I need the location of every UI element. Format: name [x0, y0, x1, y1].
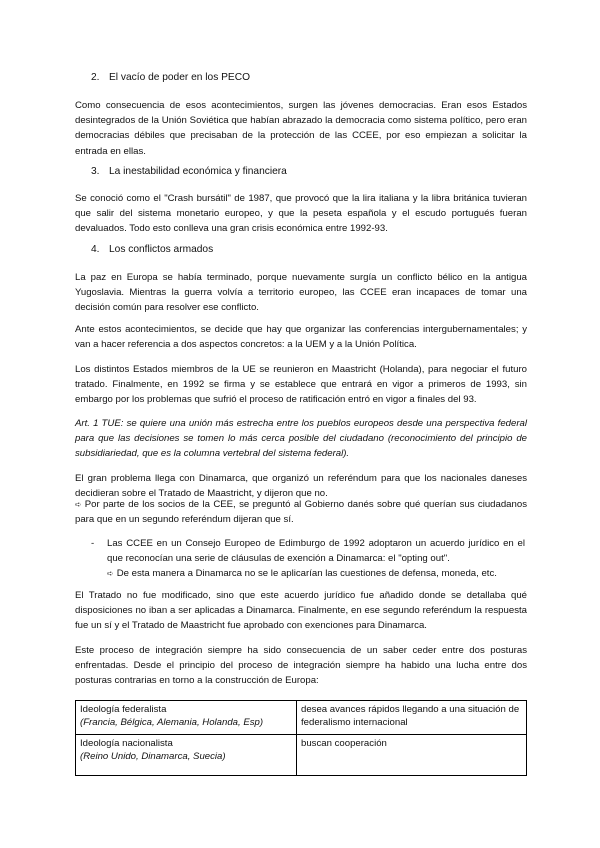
paragraph-socios-text: Por parte de los socios de la CEE, se preguntó al Gobierno danés sobre qué querían sus ciudadanos para que en un segundo referéndum dijeran que sí. [75, 499, 527, 526]
table-row [76, 701, 527, 735]
section-heading [91, 71, 250, 85]
ideology-label: Ideología federalista [80, 704, 167, 715]
section-number: 4. [91, 244, 100, 255]
ideology-countries: (Francia, Bélgica, Alemania, Holanda, Esp) [80, 716, 264, 728]
table-cell-description: buscan cooperación [297, 735, 527, 776]
list-subitem [107, 566, 525, 581]
ideology-label: Ideología nacionalista [80, 738, 173, 750]
paragraph-socios [75, 497, 527, 527]
list-subitem-text: De esta manera a Dinamarca no se le aplicarían las cuestiones de defensa, moneda, etc. [116, 568, 497, 579]
section-title: Los conflictos armados [109, 244, 214, 255]
arrow-icon: ➪ [75, 500, 82, 509]
ideologies-table [75, 700, 527, 776]
list-item-edimburgo: Las CCEE en un Consejo Europeo de Edimburgo de 1992 adoptaron un acuerdo jurídico en el que reconocían una serie de cláusulas de exención a Dinamarca: el "opting out". [107, 538, 525, 565]
paragraph-tratado: El Tratado no fue modificado, sino que este acuerdo jurídico fue añadido donde se detallaba qué disposiciones no iban a ser aplicadas a Dinamarca. Finalmente, en ese segundo referéndum la respuesta fue un sí y el Tratado de Maastricht fue aprobado con exenciones para Dinamarca. [75, 590, 527, 632]
table-cell-ideology [76, 735, 297, 776]
section-title: La inestabilidad económica y financiera [109, 166, 287, 177]
section-heading [91, 243, 213, 257]
list-dash: - [91, 538, 95, 549]
paragraph-crash: Se conoció como el "Crash bursátil" de 1987, que provocó que la lira italiana y la libra británica tuvieran que salir del sistema monetario europeo, y que la peseta española y el escudo portugués fueran devaluados. Todo esto conlleva una gran crisis económica entre 1992-93. [75, 193, 527, 235]
table-cell-ideology [76, 701, 297, 735]
paragraph-peco: Como consecuencia de esos acontecimientos, surgen las jóvenes democracias. Eran esos Estados desintegrados de la Unión Soviética que habían abrazado la democracia como sistema político, pero eran democracias débiles que precisaban de la protección de las CCEE, por eso empiezan a solicitar la entrada en ellas. [75, 100, 527, 157]
paragraph-maastricht: Los distintos Estados miembros de la UE se reunieron en Maastricht (Holanda), para negociar el futuro tratado. Finalmente, en 1992 se firma y se establece que entrará en vigor a primeros de 1993, sin embargo por los problemas que sufrió el proceso de ratificación entró en vigor a finales del 93. [75, 364, 527, 406]
section-number: 3. [91, 166, 100, 177]
arrow-icon: ➪ [107, 569, 114, 578]
ideology-countries: (Reino Unido, Dinamarca, Suecia) [80, 750, 226, 762]
paragraph-art1-tue: Art. 1 TUE: se quiere una unión más estrecha entre los pueblos europeos desde una perspectiva federal para que las decisiones se tomen lo más cerca posible del ciudadano (reconocimiento del principio de subsidiariedad, que es la columna vertebral del sistema federal). [75, 418, 527, 460]
paragraph-integracion: Este proceso de integración siempre ha sido consecuencia de un saber ceder entre dos posturas enfrentadas. Desde el principio del proceso de integración siempre ha habido una lucha entre dos posturas contrarias en torno a la construcción de Europa: [75, 645, 527, 687]
section-title: El vacío de poder en los PECO [109, 72, 251, 83]
section-number: 2. [91, 72, 100, 83]
section-heading [91, 165, 287, 179]
paragraph-dinamarca: El gran problema llega con Dinamarca, que organizó un referéndum para que los nacionales daneses decidieran sobre el Tratado de Maastricht, y dijeron que no. [75, 473, 527, 500]
paragraph-paz: La paz en Europa se había terminado, porque nuevamente surgía un conflicto bélico en la antigua Yugoslavia. Mientras la guerra volvía a territorio europeo, las CCEE eran incapaces de tomar una decisión común para resolver ese conflicto. [75, 272, 527, 314]
table-row [76, 735, 527, 776]
paragraph-conferencias: Ante estos acontecimientos, se decide que hay que organizar las conferencias intergubernamentales; y van a hacer referencia a dos aspectos concretos: a la UEM y a la Unión Política. [75, 324, 527, 351]
table-cell-description: desea avances rápidos llegando a una situación de federalismo internacional [297, 701, 527, 735]
